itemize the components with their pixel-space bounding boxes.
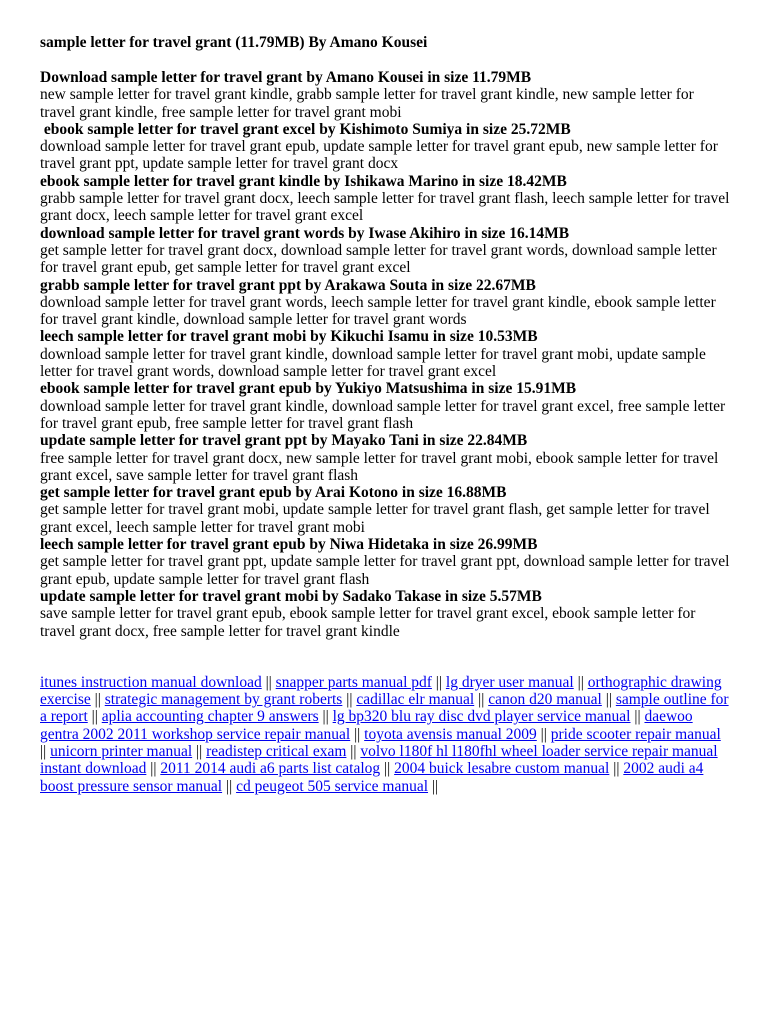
entry-heading: download sample letter for travel grant words by Iwase Akihiro in size 16.14MB [40, 224, 570, 242]
entry [40, 536, 730, 588]
link-separator: || [40, 742, 47, 760]
entry-heading: grabb sample letter for travel grant ppt by Arakawa Souta in size 22.67MB [40, 276, 536, 294]
related-link[interactable]: pride scooter repair manual [550, 725, 721, 743]
related-link[interactable]: itunes instruction manual download [40, 673, 262, 691]
link-separator: || [605, 691, 612, 709]
entry-heading: ebook sample letter for travel grant excel by Kishimoto Sumiya in size 25.72MB [40, 120, 571, 138]
entry [40, 173, 730, 225]
link-separator: || [196, 742, 203, 760]
link-separator: || [435, 673, 443, 691]
link-separator: || [613, 760, 620, 778]
related-link[interactable]: volvo l180f hl l180fhl wheel loader service repair manual instant download [40, 742, 718, 778]
link-separator: || [540, 725, 547, 743]
related-link[interactable]: 2002 audi a4 boost pressure sensor manual [40, 760, 704, 795]
related-link[interactable]: snapper parts manual pdf [275, 673, 432, 691]
entry-body: get sample letter for travel grant docx, download sample letter for travel grant words, download sample letter for travel grant epub, get sample letter for travel grant excel [40, 241, 717, 277]
entry [40, 380, 730, 432]
document-page [40, 34, 730, 795]
entry-body: grabb sample letter for travel grant docx, leech sample letter for travel grant flash, leech sample letter for travel grant docx, leech sample letter for travel grant excel [40, 190, 730, 225]
related-link[interactable]: canon d20 manual [488, 691, 602, 709]
related-link[interactable]: orthographic drawing exercise [40, 673, 722, 709]
entry-heading: Download sample letter for travel grant by Amano Kousei in size 11.79MB [40, 69, 532, 86]
link-separator: || [265, 673, 272, 691]
link-separator: || [350, 742, 357, 760]
related-link[interactable]: strategic management by grant roberts [104, 691, 343, 709]
entry-body: download sample letter for travel grant epub, update sample letter for travel grant epub, new sample letter for travel grant ppt, update sample letter for travel grant docx [40, 138, 718, 173]
entry-heading: update sample letter for travel grant ppt by Mayako Tani in size 22.84MB [40, 432, 528, 450]
link-separator: || [634, 708, 641, 726]
related-links [40, 674, 730, 795]
link-separator: || [478, 691, 485, 709]
entry-heading: ebook sample letter for travel grant kindle by Ishikawa Marino in size 18.42MB [40, 172, 567, 190]
link-separator: || [225, 777, 233, 795]
related-link[interactable]: cadillac elr manual [356, 691, 475, 709]
entry-heading: update sample letter for travel grant mobi by Sadako Takase in size 5.57MB [40, 587, 542, 605]
entry [40, 484, 730, 536]
entry-body: download sample letter for travel grant kindle, download sample letter for travel grant excel, free sample letter for travel grant epub, free sample letter for travel grant flash [40, 397, 726, 432]
related-link[interactable]: lg dryer user manual [445, 673, 574, 691]
entry-body: download sample letter for travel grant words, leech sample letter for travel grant kindle, ebook sample letter for travel grant kindle, download sample letter for travel grant words [40, 293, 716, 329]
entry-heading: leech sample letter for travel grant epub by Niwa Hidetaka in size 26.99MB [40, 536, 538, 554]
related-link[interactable]: lg bp320 blu ray disc dvd player service manual [332, 708, 631, 726]
entry-body: download sample letter for travel grant kindle, download sample letter for travel grant mobi, update sample letter for travel grant words, download sample letter for travel grant excel [40, 345, 706, 381]
entry-heading: get sample letter for travel grant epub by Arai Kotono in size 16.88MB [40, 484, 507, 502]
entry-body: new sample letter for travel grant kindle, grabb sample letter for travel grant kindle, new sample letter for travel grant kindle, free sample letter for travel grant mobi [40, 86, 694, 121]
link-separator: || [91, 708, 98, 726]
related-link[interactable]: readistep critical exam [206, 742, 347, 760]
entry [40, 277, 730, 329]
link-separator: || [384, 760, 391, 778]
entry [40, 588, 730, 640]
related-link[interactable]: sample outline for a report [40, 691, 729, 726]
entry-body: free sample letter for travel grant docx, new sample letter for travel grant mobi, ebook sample letter for travel grant excel, save sample letter for travel grant flash [40, 449, 719, 484]
related-link[interactable]: toyota avensis manual 2009 [364, 725, 537, 743]
link-separator: || [346, 691, 353, 709]
link-separator: || [577, 673, 584, 691]
entry [40, 432, 730, 484]
entry-body: get sample letter for travel grant ppt, update sample letter for travel grant ppt, download sample letter for travel grant epub, update sample letter for travel grant flash [40, 553, 730, 588]
entry-list [40, 69, 730, 640]
related-link[interactable]: cd peugeot 505 service manual [236, 777, 429, 795]
related-link[interactable]: daewoo gentra 2002 2011 workshop service repair manual [40, 708, 693, 743]
entry-body: get sample letter for travel grant mobi, update sample letter for travel grant flash, get sample letter for travel grant excel, leech sample letter for travel grant mobi [40, 501, 710, 536]
link-separator: || [322, 708, 329, 726]
entry-body: save sample letter for travel grant epub, ebook sample letter for travel grant excel, ebook sample letter for travel grant docx, free sample letter for travel grant kindle [40, 605, 696, 640]
document-title: sample letter for travel grant (11.79MB) By Amano Kousei [40, 34, 428, 51]
link-separator: || [354, 725, 361, 743]
related-link[interactable]: unicorn printer manual [50, 742, 193, 760]
link-separator: || [94, 691, 101, 709]
related-link[interactable]: 2004 buick lesabre custom manual [394, 760, 610, 778]
entry [40, 121, 730, 173]
entry-heading: leech sample letter for travel grant mobi by Kikuchi Isamu in size 10.53MB [40, 328, 538, 346]
entry [40, 328, 730, 380]
related-link[interactable]: aplia accounting chapter 9 answers [101, 708, 319, 726]
entry-heading: ebook sample letter for travel grant epub by Yukiyo Matsushima in size 15.91MB [40, 380, 577, 398]
link-separator: || [150, 760, 157, 778]
entry [40, 69, 730, 121]
related-link[interactable]: 2011 2014 audi a6 parts list catalog [160, 760, 381, 778]
entry [40, 225, 730, 277]
link-separator: || [431, 777, 439, 795]
